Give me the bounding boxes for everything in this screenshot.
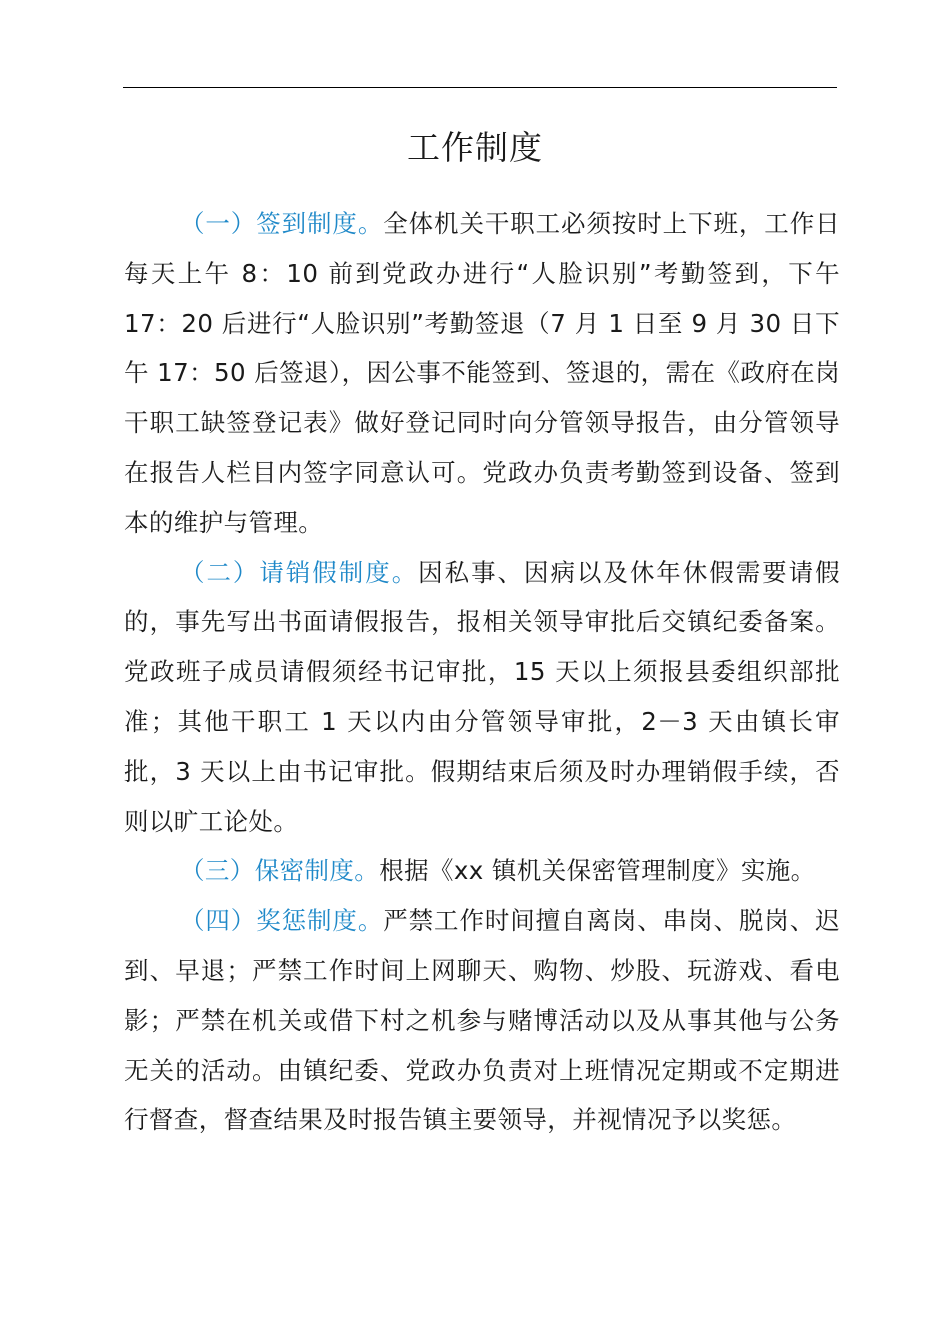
- section-leave: [124, 548, 840, 847]
- document-title: 工作制度: [407, 128, 543, 167]
- section-text: 严禁工作时间擅自离岗、串岗、脱岗、迟到、早退；严禁工作时间上网聊天、购物、炒股、玩游戏、看电影；严禁在机关或借下村之机参与赌博活动以及从事其他与公务无关的活动。由镇纪委、党政办负责对上班情况定期或不定期进行督查，督查结果及时报告镇主要领导，并视情况予以奖惩。: [124, 906, 840, 1135]
- document-body: [124, 199, 840, 1145]
- section-heading: （三）保密制度。: [180, 856, 380, 886]
- section-heading: （四）奖惩制度。: [180, 906, 384, 936]
- section-text: 因私事、因病以及休年休假需要请假的，事先写出书面请假报告，报相关领导审批后交镇纪委备案。党政班子成员请假须经书记审批，15 天以上须报县委组织部批准；其他干职工 1 天以内由分管领导审批，2－3 天由镇长审批，3 天以上由书记审批。假期结束后须及时办理销假手续，否则以旷工论处。: [124, 557, 840, 836]
- section-heading: （二）请销假制度。: [180, 557, 419, 587]
- header-rule: [123, 87, 837, 88]
- section-confidentiality: [124, 846, 840, 896]
- section-rewards-penalties: [124, 896, 840, 1145]
- section-text: 全体机关干职工必须按时上下班，工作日每天上午 8：10 前到党政办进行“人脸识别”考勤签到，下午 17：20 后进行“人脸识别”考勤签退（7 月 1 日至 9 月 30 日下午 17：50 后签退），因公事不能签到、签退的，需在《政府在岗干职工缺签登记表》做好登记同时向分管领导报告，由分管领导在报告人栏目内签字同意认可。党政办负责考勤签到设备、签到本的维护与管理。: [124, 209, 840, 537]
- section-sign-in: [124, 199, 840, 548]
- section-heading: （一）签到制度。: [180, 209, 384, 238]
- section-text: 根据《xx 镇机关保密管理制度》实施。: [379, 856, 816, 886]
